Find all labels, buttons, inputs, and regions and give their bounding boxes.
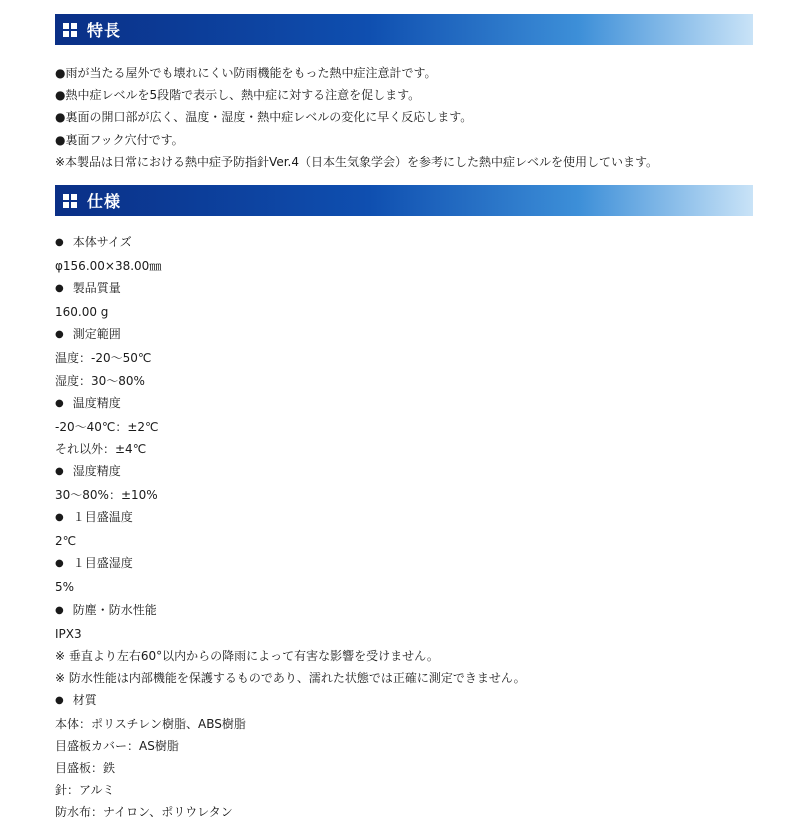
spec-note: ※ 防水性能は内部機能を保護するものであり、濡れた状態では正確に測定できません。 — [55, 670, 526, 685]
features-section-header — [55, 14, 753, 45]
spec-heading-range: ● 測定範囲 — [55, 323, 755, 347]
feature-line: ●雨が当たる屋外でも壊れにくい防雨機能をもった熱中症注意計です。 — [55, 66, 437, 80]
spec-heading-temp-scale: ● １目盛温度 — [55, 506, 755, 530]
spec-value: それ以外：±4℃ — [55, 441, 147, 456]
spec-heading-temp-accuracy: ● 温度精度 — [55, 392, 755, 416]
grid-icon — [63, 194, 77, 208]
grid-icon — [63, 23, 77, 37]
spec-section-header — [55, 185, 753, 216]
spec-heading-material: ● 材質 — [55, 689, 755, 713]
spec-value: 30～80%：±10% — [55, 488, 158, 503]
spec-value: 湿度：30～80% — [55, 373, 145, 388]
features-section-title: 特長 — [87, 21, 122, 40]
spec-note: ※ 垂直より左右60°以内からの降雨によって有害な影響を受けません。 — [55, 648, 439, 663]
feature-line: ●裏面の開口部が広く、温度・湿度・熱中症レベルの変化に早く反応します。 — [55, 110, 473, 125]
spec-heading-weight: ● 製品質量 — [55, 277, 755, 301]
spec-value: -20～40℃：±2℃ — [55, 419, 159, 434]
feature-note: ※本製品は日常における熱中症予防指針Ver.4（日本生気象学会）を参考にした熱中症レベルを使用しています。 — [55, 154, 659, 169]
spec-value: 目盛板：鉄 — [55, 761, 116, 776]
spec-value: φ156.00×38.00㎜ — [55, 259, 162, 274]
spec-value: 温度：-20～50℃ — [55, 351, 152, 366]
spec-value: 目盛板カバー：AS樹脂 — [55, 739, 179, 754]
features-list — [55, 62, 755, 173]
spec-value: IPX3 — [55, 626, 82, 641]
spec-section-title: 仕様 — [87, 192, 122, 211]
spec-heading-body-size: ● 本体サイズ — [55, 231, 755, 255]
spec-heading-waterproof: ● 防塵・防水性能 — [55, 599, 755, 623]
spec-list — [55, 231, 755, 823]
spec-value: 針：アルミ — [55, 783, 115, 798]
spec-value: 160.00 g — [55, 305, 109, 320]
spec-value: 本体：ポリスチレン樹脂、ABS樹脂 — [55, 716, 246, 731]
feature-line: ●熱中症レベルを5段階で表示し、熱中症に対する注意を促します。 — [55, 88, 421, 103]
spec-value: 2℃ — [55, 534, 77, 549]
feature-line: ●裏面フック穴付です。 — [55, 132, 184, 147]
spec-heading-humidity-accuracy: ● 湿度精度 — [55, 460, 755, 484]
spec-heading-humidity-scale: ● １目盛湿度 — [55, 552, 755, 576]
spec-value: 5% — [55, 580, 75, 595]
spec-value: 防水布：ナイロン、ポリウレタン — [55, 805, 233, 820]
